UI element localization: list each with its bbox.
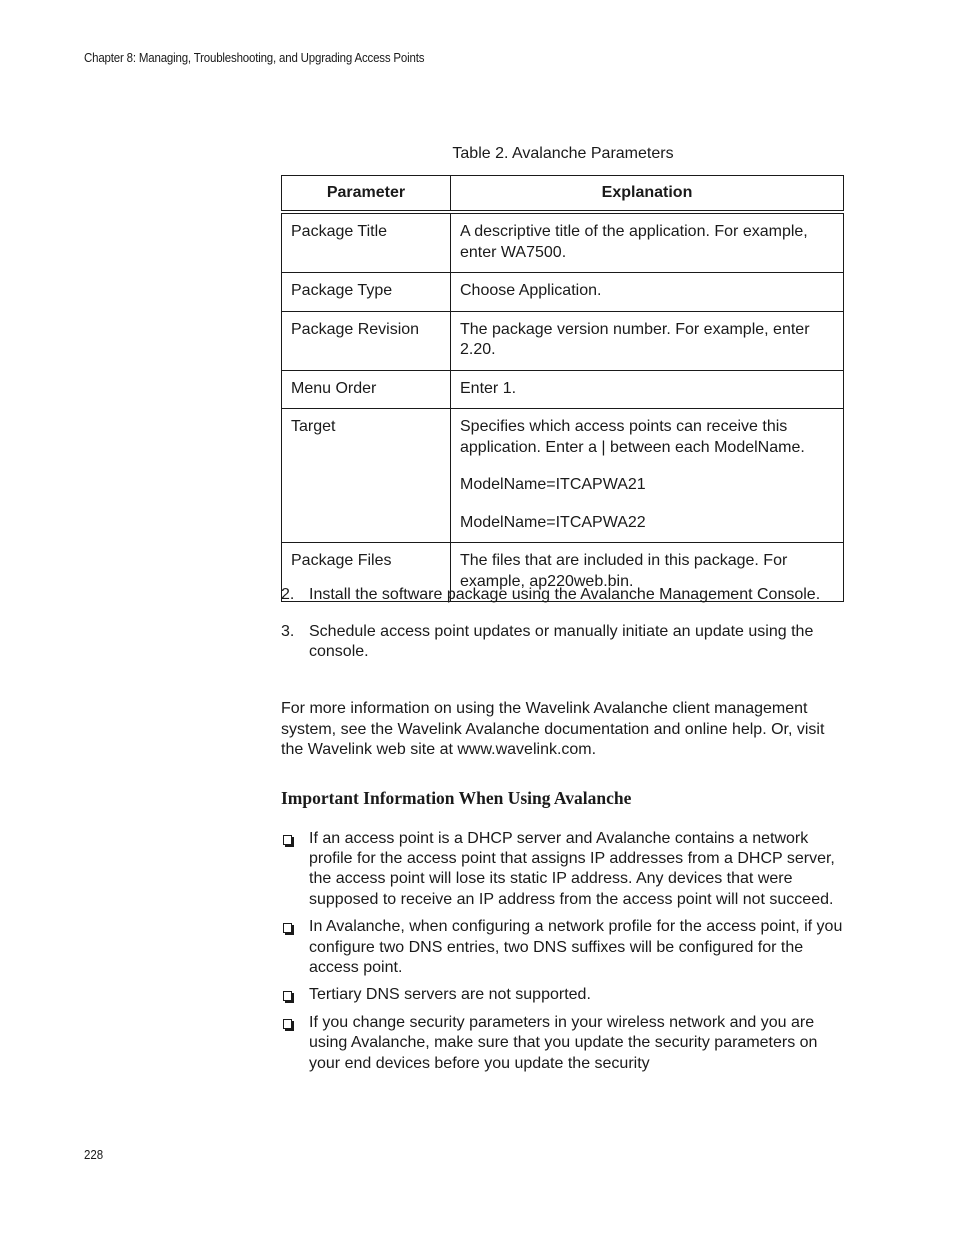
bullet-text: In Avalanche, when configuring a network profile for the access point, if you configure two DNS entries, two DNS suffixes will be configured for the access point.: [309, 918, 843, 976]
explanation-cell: [451, 409, 844, 543]
checkbox-bullet-icon: [283, 923, 292, 933]
checkbox-bullet-icon: [283, 1019, 292, 1029]
step-number: 2.: [281, 586, 295, 603]
column-header-parameter: Parameter: [282, 176, 451, 213]
bullet-text: If an access point is a DHCP server and Avalanche contains a network profile for the access point that assigns IP addresses from a DHCP server, the access point will lose its static IP address. Any devices that were supposed to receive an IP address from the access point will not succeed.: [309, 830, 835, 908]
step-number: 3.: [281, 622, 295, 640]
avalanche-parameters-table: [281, 175, 844, 602]
page-number: 228: [84, 1148, 104, 1162]
explanation-text: A descriptive title of the application. For example, enter WA7500.: [460, 223, 808, 261]
explanation-cell: [451, 311, 844, 370]
explanation-cell: [451, 212, 844, 273]
list-item: [281, 829, 844, 910]
important-info-list: [281, 829, 844, 1081]
procedure-steps: [281, 585, 844, 679]
list-item: [281, 985, 844, 1005]
explanation-text: Choose Application.: [460, 282, 602, 299]
table-header-row: [282, 176, 844, 213]
section-heading: Important Information When Using Avalanche: [281, 788, 632, 808]
explanation-text: The files that are included in this package. For example, ap220web.bin.: [460, 552, 788, 590]
checkbox-bullet-icon: [283, 991, 292, 1001]
explanation-text: Specifies which access points can receive this application. Enter a | between each ModelName.: [460, 418, 805, 456]
parameter-cell: Target: [282, 409, 451, 543]
parameter-cell: Package Title: [282, 212, 451, 273]
table-row: [282, 273, 844, 312]
explanation-text: ModelName=ITCAPWA21: [460, 476, 646, 493]
checkbox-bullet-icon: [283, 835, 292, 845]
running-header: Chapter 8: Managing, Troubleshooting, and Upgrading Access Points: [84, 51, 425, 65]
explanation-text: The package version number. For example, enter 2.20.: [460, 320, 810, 358]
table-row: [282, 311, 844, 370]
table-caption: Table 2. Avalanche Parameters: [452, 145, 674, 162]
parameter-cell: Package Type: [282, 273, 451, 312]
list-item: [281, 1013, 844, 1074]
list-item: [281, 585, 844, 606]
parameter-cell: Package Revision: [282, 311, 451, 370]
explanation-text: ModelName=ITCAPWA22: [460, 513, 646, 531]
explanation-cell: [451, 370, 844, 409]
list-item: [281, 917, 844, 978]
table-row: [282, 212, 844, 273]
explanation-cell: [451, 273, 844, 312]
step-text: Install the software package using the Avalanche Management Console.: [309, 586, 821, 603]
table-row: [282, 370, 844, 409]
explanation-text: Enter 1.: [460, 379, 517, 397]
bullet-text: Tertiary DNS servers are not supported.: [309, 986, 591, 1004]
step-text: Schedule access point updates or manually initiate an update using the console.: [309, 622, 814, 660]
list-item: [281, 622, 844, 663]
parameter-cell: Package Files: [282, 543, 451, 602]
bullet-text: If you change security parameters in your wireless network and you are using Avalanche, make sure that you update the security parameters on your end devices before you update the security: [309, 1014, 818, 1072]
more-info-paragraph: For more information on using the Wavelink Avalanche client management system, see the Wavelink Avalanche documentation and online help. Or, visit the Wavelink web site at www.wavelink.com.: [281, 700, 825, 758]
parameter-cell: Menu Order: [282, 370, 451, 409]
table-row: [282, 409, 844, 543]
column-header-explanation: Explanation: [451, 176, 844, 213]
